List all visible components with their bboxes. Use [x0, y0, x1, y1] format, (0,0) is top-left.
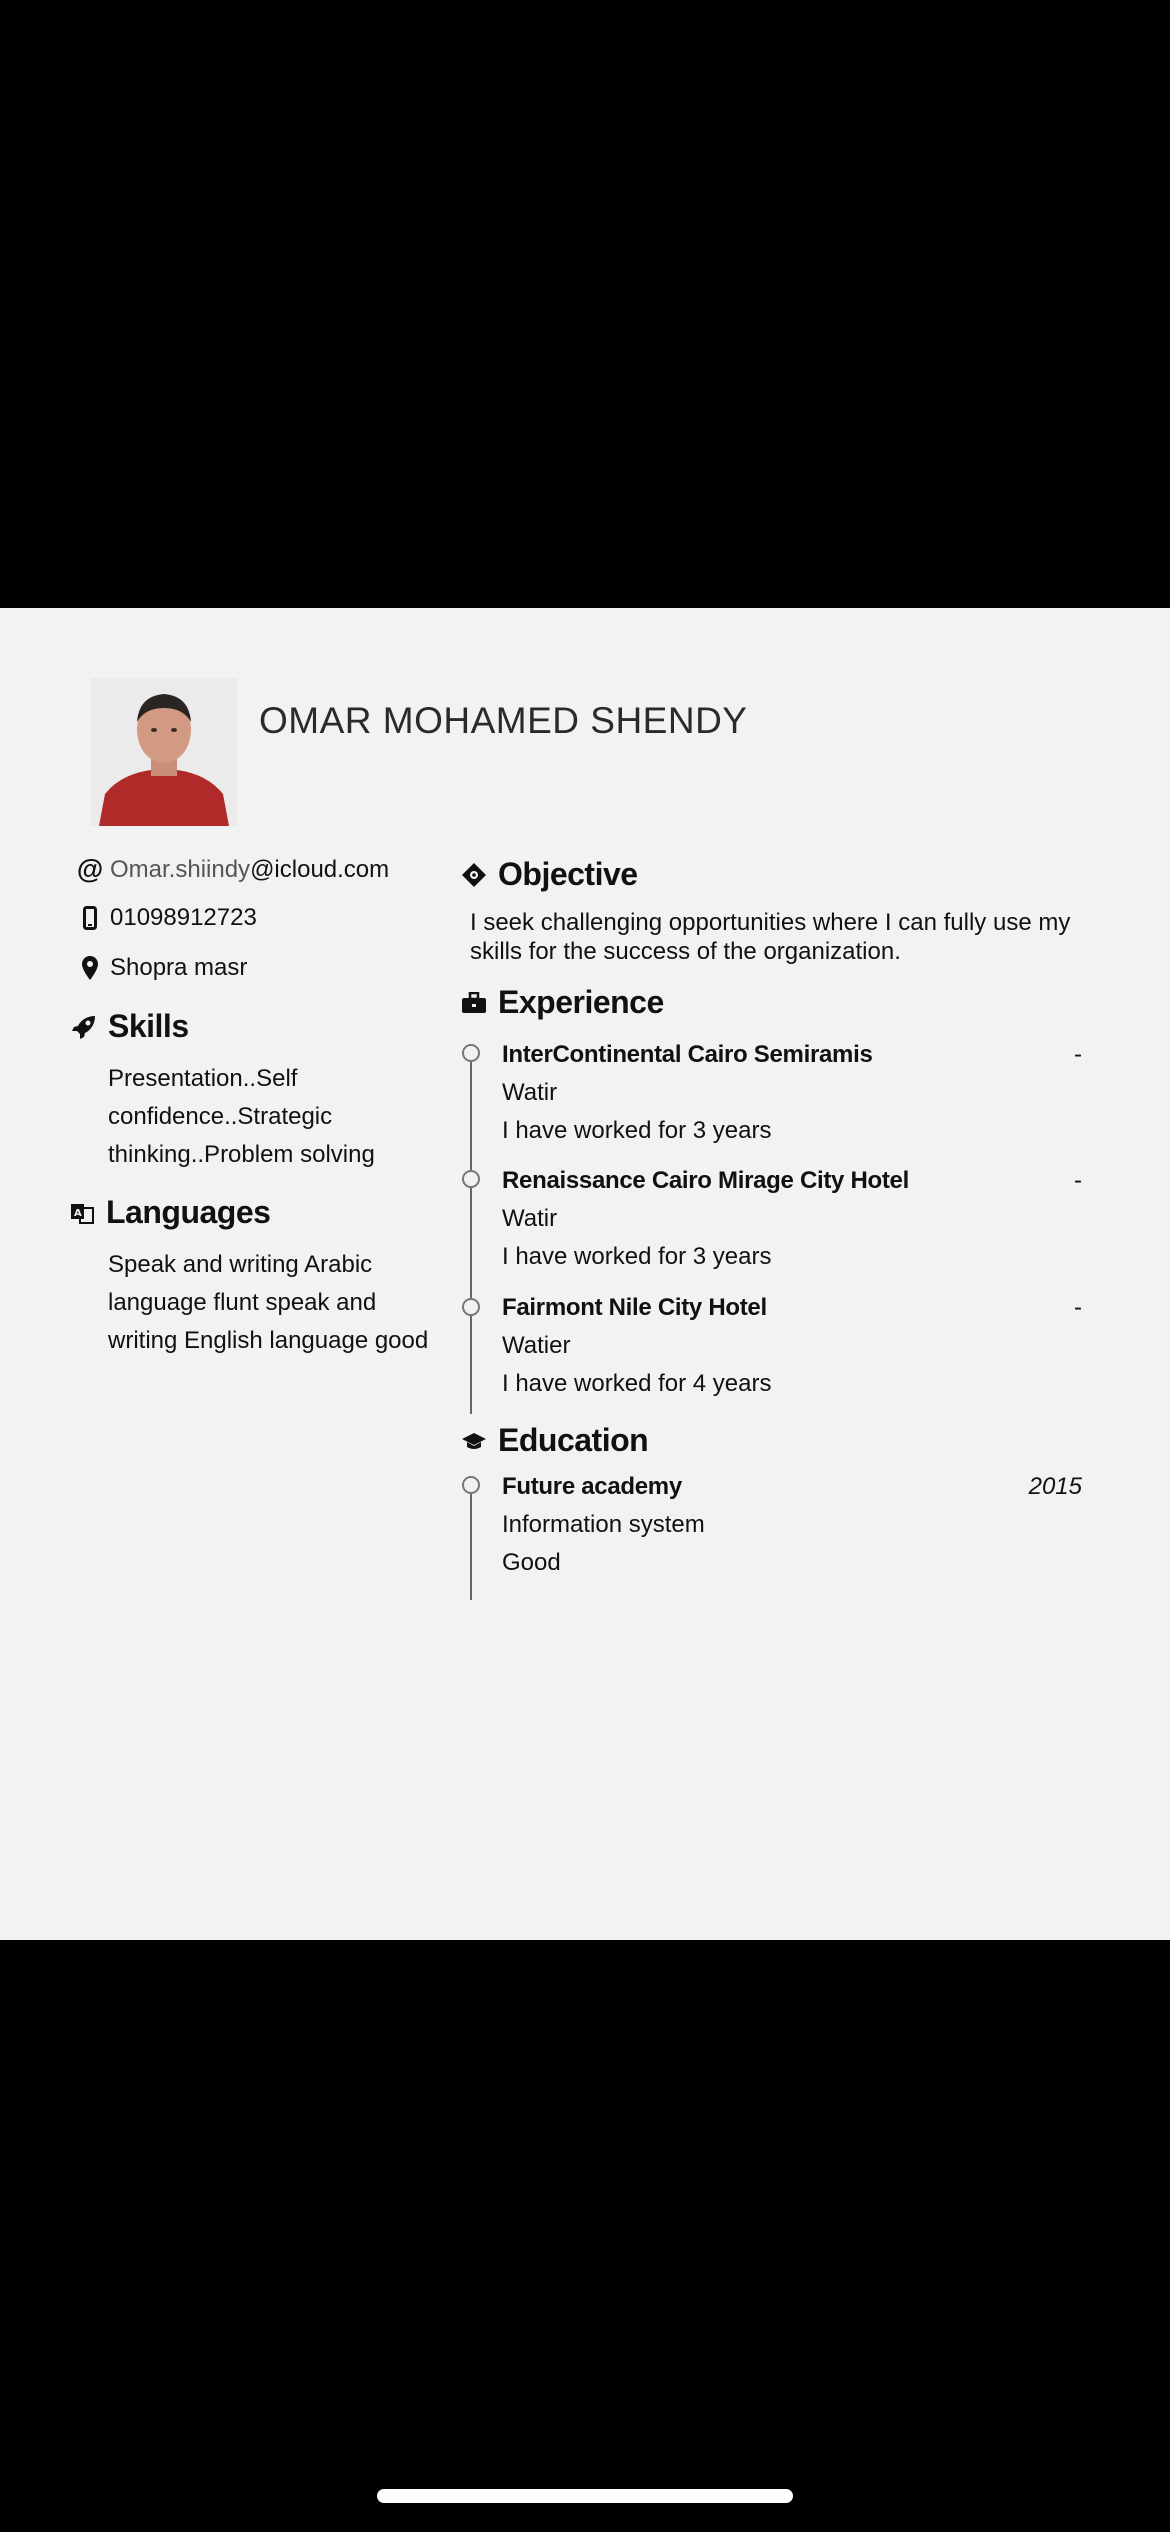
company-name: Fairmont Nile City Hotel	[502, 1294, 767, 1321]
graduation-year: 2015	[1028, 1473, 1082, 1500]
timeline-dot	[462, 1298, 480, 1316]
job-duration: I have worked for 3 years	[502, 1117, 772, 1144]
grade: Good	[502, 1549, 561, 1576]
timeline-dot	[462, 1044, 480, 1062]
home-indicator[interactable]	[377, 2489, 793, 2503]
phone-number[interactable]: 01098912723	[110, 904, 257, 931]
graduation-cap-icon	[460, 1431, 488, 1451]
experience-item	[502, 1289, 1082, 1403]
date-dash: -	[1074, 1294, 1082, 1321]
school-name: Future academy	[502, 1473, 682, 1500]
timeline-dot	[462, 1170, 480, 1188]
languages-heading: A Languages	[68, 1194, 270, 1231]
languages-text: Speak and writing Arabic language flunt speak and writing English language good	[108, 1251, 429, 1354]
phone-icon	[76, 906, 104, 930]
job-duration: I have worked for 3 years	[502, 1243, 772, 1270]
email-address[interactable]: Omar.shiindy@icloud.com	[110, 855, 390, 883]
location-row	[76, 954, 247, 982]
skills-heading: Skills	[70, 1008, 189, 1045]
job-duration: I have worked for 4 years	[502, 1370, 772, 1397]
phone-row	[76, 904, 257, 932]
job-role: Watir	[502, 1205, 558, 1232]
date-dash: -	[1074, 1167, 1082, 1194]
svg-text:A: A	[74, 1207, 82, 1219]
location-pin-icon	[76, 955, 104, 981]
rocket-icon	[70, 1014, 98, 1040]
experience-item	[502, 1036, 1082, 1150]
resume-sheet	[0, 608, 1170, 1940]
briefcase-icon	[460, 992, 488, 1014]
objective-heading: Objective	[460, 856, 638, 893]
experience-heading: Experience	[460, 984, 664, 1021]
timeline-line	[470, 1058, 472, 1414]
target-icon	[460, 862, 488, 888]
education-heading: Education	[460, 1422, 648, 1459]
experience-item	[502, 1162, 1082, 1276]
timeline-dot	[462, 1476, 480, 1494]
skills-text: Presentation..Self confidence..Strategic thinking..Problem solving	[108, 1065, 375, 1168]
job-role: Watir	[502, 1079, 558, 1106]
location-text: Shopra masr	[110, 954, 248, 981]
company-name: Renaissance Cairo Mirage City Hotel	[502, 1167, 909, 1194]
experience-timeline	[470, 1044, 476, 1414]
date-dash: -	[1074, 1041, 1082, 1068]
job-role: Watier	[502, 1332, 571, 1359]
candidate-name: OMAR MOHAMED SHENDY	[259, 700, 748, 741]
education-item	[502, 1468, 1082, 1582]
education-timeline	[470, 1476, 476, 1600]
study-field: Information system	[502, 1511, 705, 1538]
timeline-line	[470, 1490, 472, 1600]
email-row	[76, 854, 389, 885]
language-icon	[68, 1201, 96, 1225]
at-icon: @	[76, 854, 104, 884]
objective-text: I seek challenging opportunities where I can fully use my skills for the success of the organization.	[470, 909, 1071, 965]
company-name: InterContinental Cairo Semiramis	[502, 1041, 873, 1068]
profile-photo	[91, 678, 237, 826]
